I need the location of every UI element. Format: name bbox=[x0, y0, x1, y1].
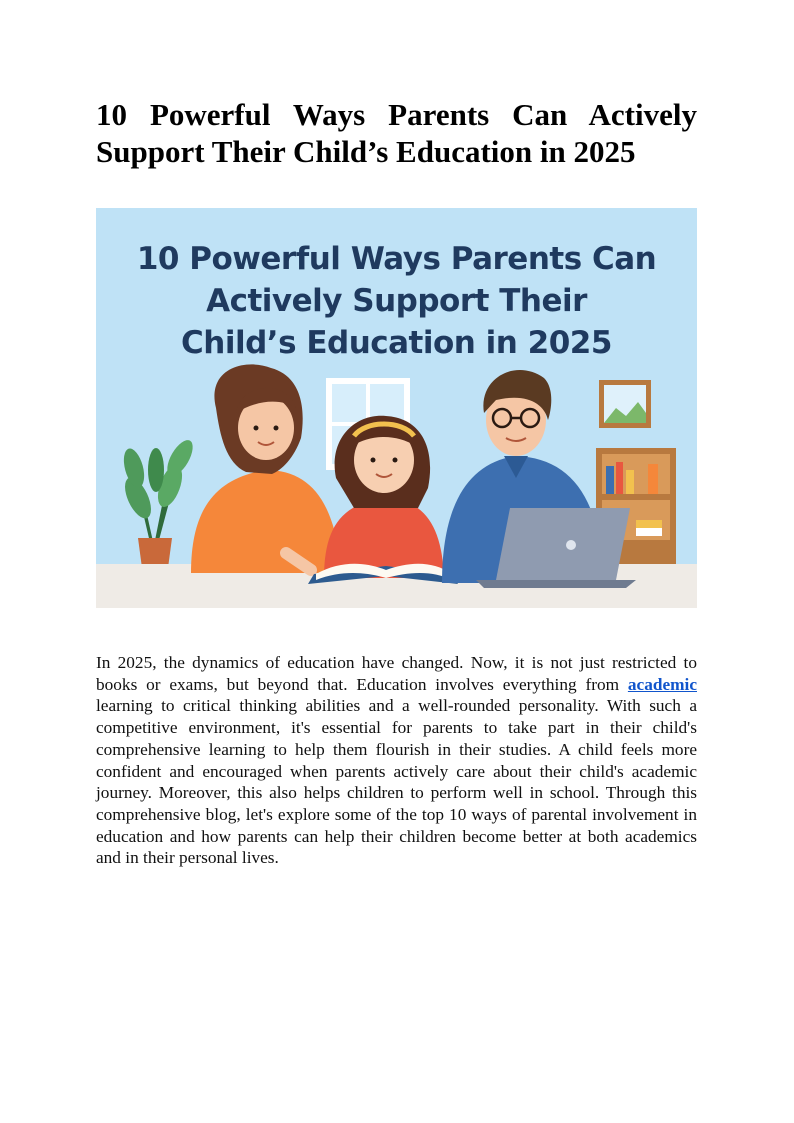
academic-link[interactable]: academic bbox=[627, 674, 697, 694]
intro-paragraph bbox=[96, 652, 697, 869]
page-title: 10 Powerful Ways Parents Can Actively Support Their Child’s Education in 2025 bbox=[96, 97, 697, 169]
hero-title-line: 10 Powerful Ways Parents Can bbox=[136, 241, 657, 277]
mother-figure bbox=[191, 364, 341, 573]
child-figure bbox=[324, 416, 444, 578]
hero-title-line: Actively Support Their bbox=[206, 283, 587, 319]
hero-image bbox=[96, 208, 697, 608]
intro-text-start: In 2025, the dynamics of education have changed. Now, it is not just restricted to books or exams, but beyond that. Education involves everything from bbox=[96, 653, 697, 694]
hero-title-line: Child’s Education in 2025 bbox=[181, 325, 612, 361]
picture-frame-icon bbox=[599, 380, 651, 428]
potted-plant-icon bbox=[120, 436, 198, 568]
hero-title bbox=[96, 238, 697, 364]
intro-text-end: learning to critical thinking abilities and a well-rounded personality. With such a competitive environment, it's essential for parents to take part in their child's comprehensive learning to help them flourish in their studies. A child feels more confident and encouraged when parents actively care about their child's academic journey. Moreover, this also helps children to perform well in school. Through this comprehensive blog, let's explore some of the top 10 ways of parental involvement in education and how parents can help their children become better at both academics and in their personal lives. bbox=[96, 696, 697, 868]
